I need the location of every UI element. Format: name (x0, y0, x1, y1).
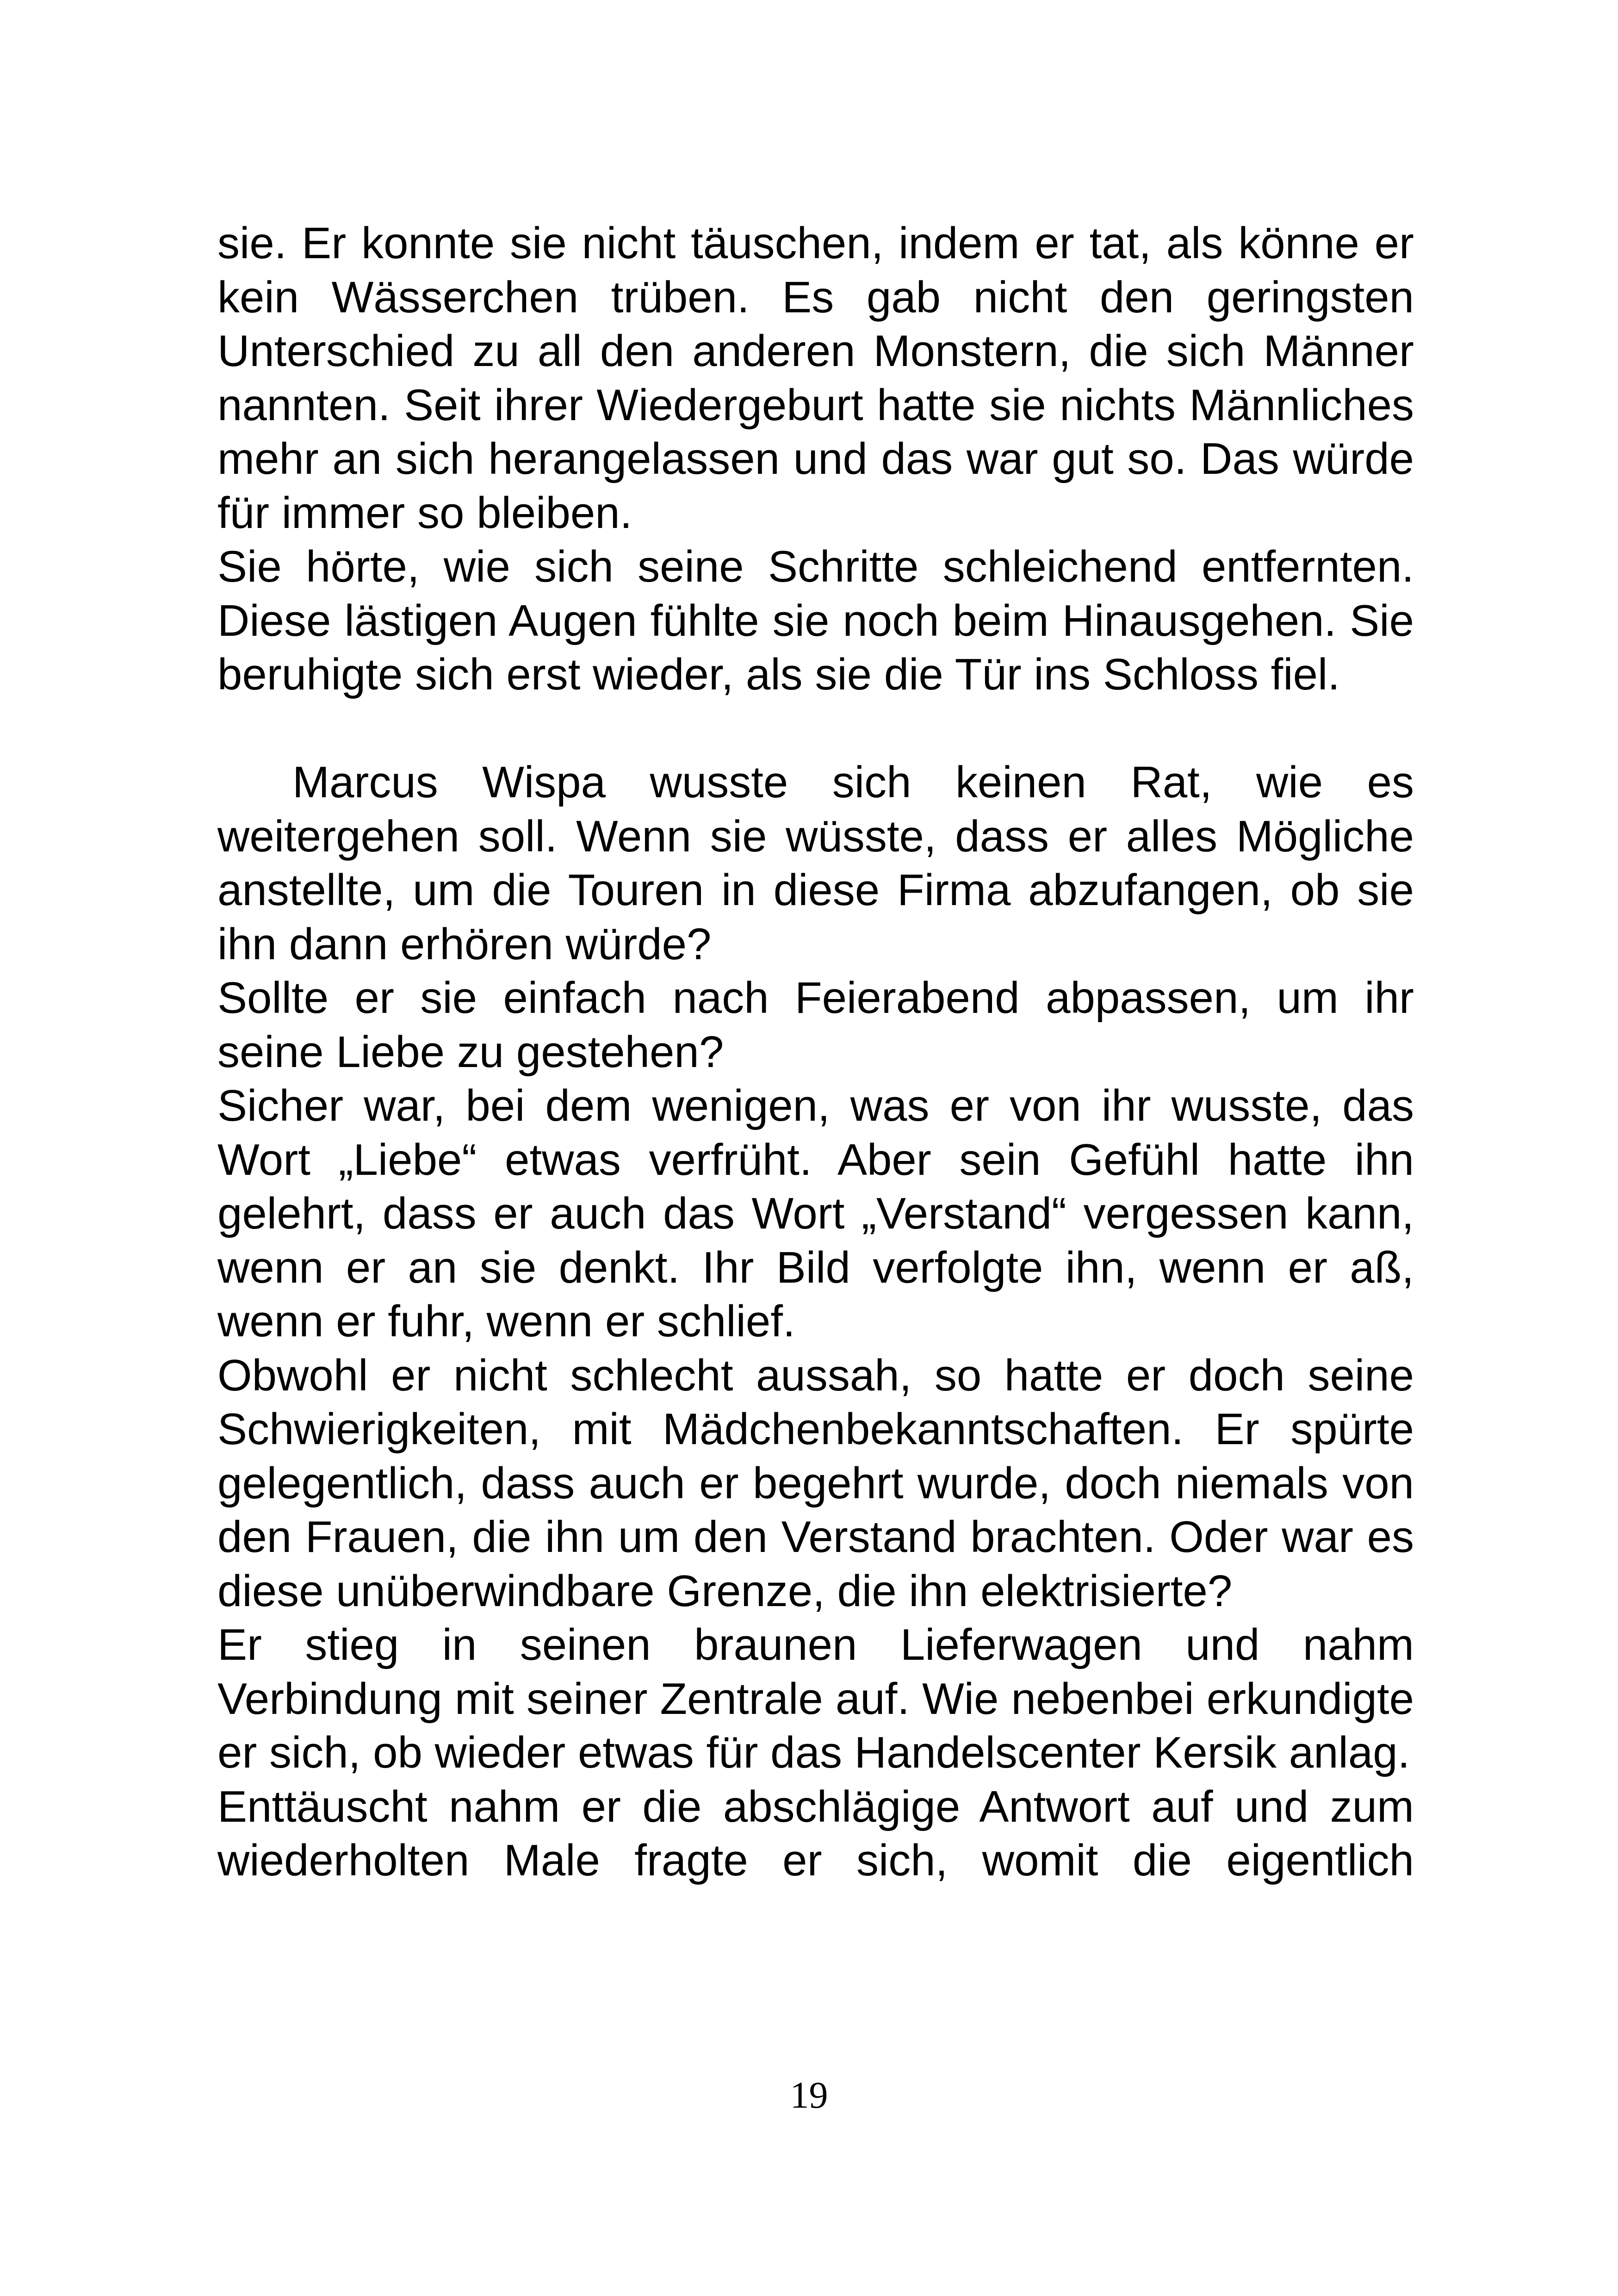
paragraph-4: Sollte er sie einfach nach Feierabend abpassen, um ihr seine Liebe zu gestehen? (217, 973, 1414, 1077)
paragraph-spacer (217, 702, 1414, 756)
page-number: 19 (790, 2074, 828, 2116)
paragraph-5: Sicher war, bei dem wenigen, was er von ihr wusste, das Wort „Liebe“ etwas verfrüht. Aber sein Gefühl hatte ihn gelehrt, dass er auch das Wort „Verstand“ vergessen kann, wenn er an sie denkt. Ihr Bild verfolgte ihn, wenn er aß, wenn er fuhr, wenn er schlief. (217, 1081, 1414, 1346)
paragraph-6: Obwohl er nicht schlecht aussah, so hatte er doch seine Schwierigkeiten, mit Mädchenbekanntschaften. Er spürte gelegentlich, dass auch er begehrt wurde, doch niemals von den Frauen, die ihn um den Verstand brachten. Oder war es diese unüberwindbare Grenze, die ihn elektrisierte? (217, 1350, 1414, 1616)
paragraph-1: sie. Er konnte sie nicht täuschen, indem er tat, als könne er kein Wässerchen trüben. Es gab nicht den geringsten Unterschied zu all den anderen Monstern, die sich Männer nannten. Seit ihrer Wiedergeburt hatte sie nichts Männliches mehr an sich herangelassen und das war gut so. Das würde für immer so bleiben. (217, 218, 1414, 538)
paragraph-7: Er stieg in seinen braunen Lieferwagen und nahm Verbindung mit seiner Zentrale auf. Wie nebenbei erkundigte er sich, ob wieder etwas für das Handelscenter Kersik anlag. (217, 1620, 1414, 1777)
paragraph-8: Enttäuscht nahm er die abschlägige Antwort auf und zum wiederholten Male fragte er sich, womit die eigentlich (217, 1781, 1414, 1885)
body-text (217, 217, 1414, 1888)
paragraph-2: Sie hörte, wie sich seine Schritte schleichend entfernten. Diese lästigen Augen fühlte sie noch beim Hinausgehen. Sie beruhigte sich erst wieder, als sie die Tür ins Schloss fiel. (217, 542, 1414, 699)
paragraph-3: Marcus Wispa wusste sich keinen Rat, wie es weitergehen soll. Wenn sie wüsste, dass er alles Mögliche anstellte, um die Touren in diese Firma abzufangen, ob sie ihn dann erhören würde? (217, 757, 1414, 969)
